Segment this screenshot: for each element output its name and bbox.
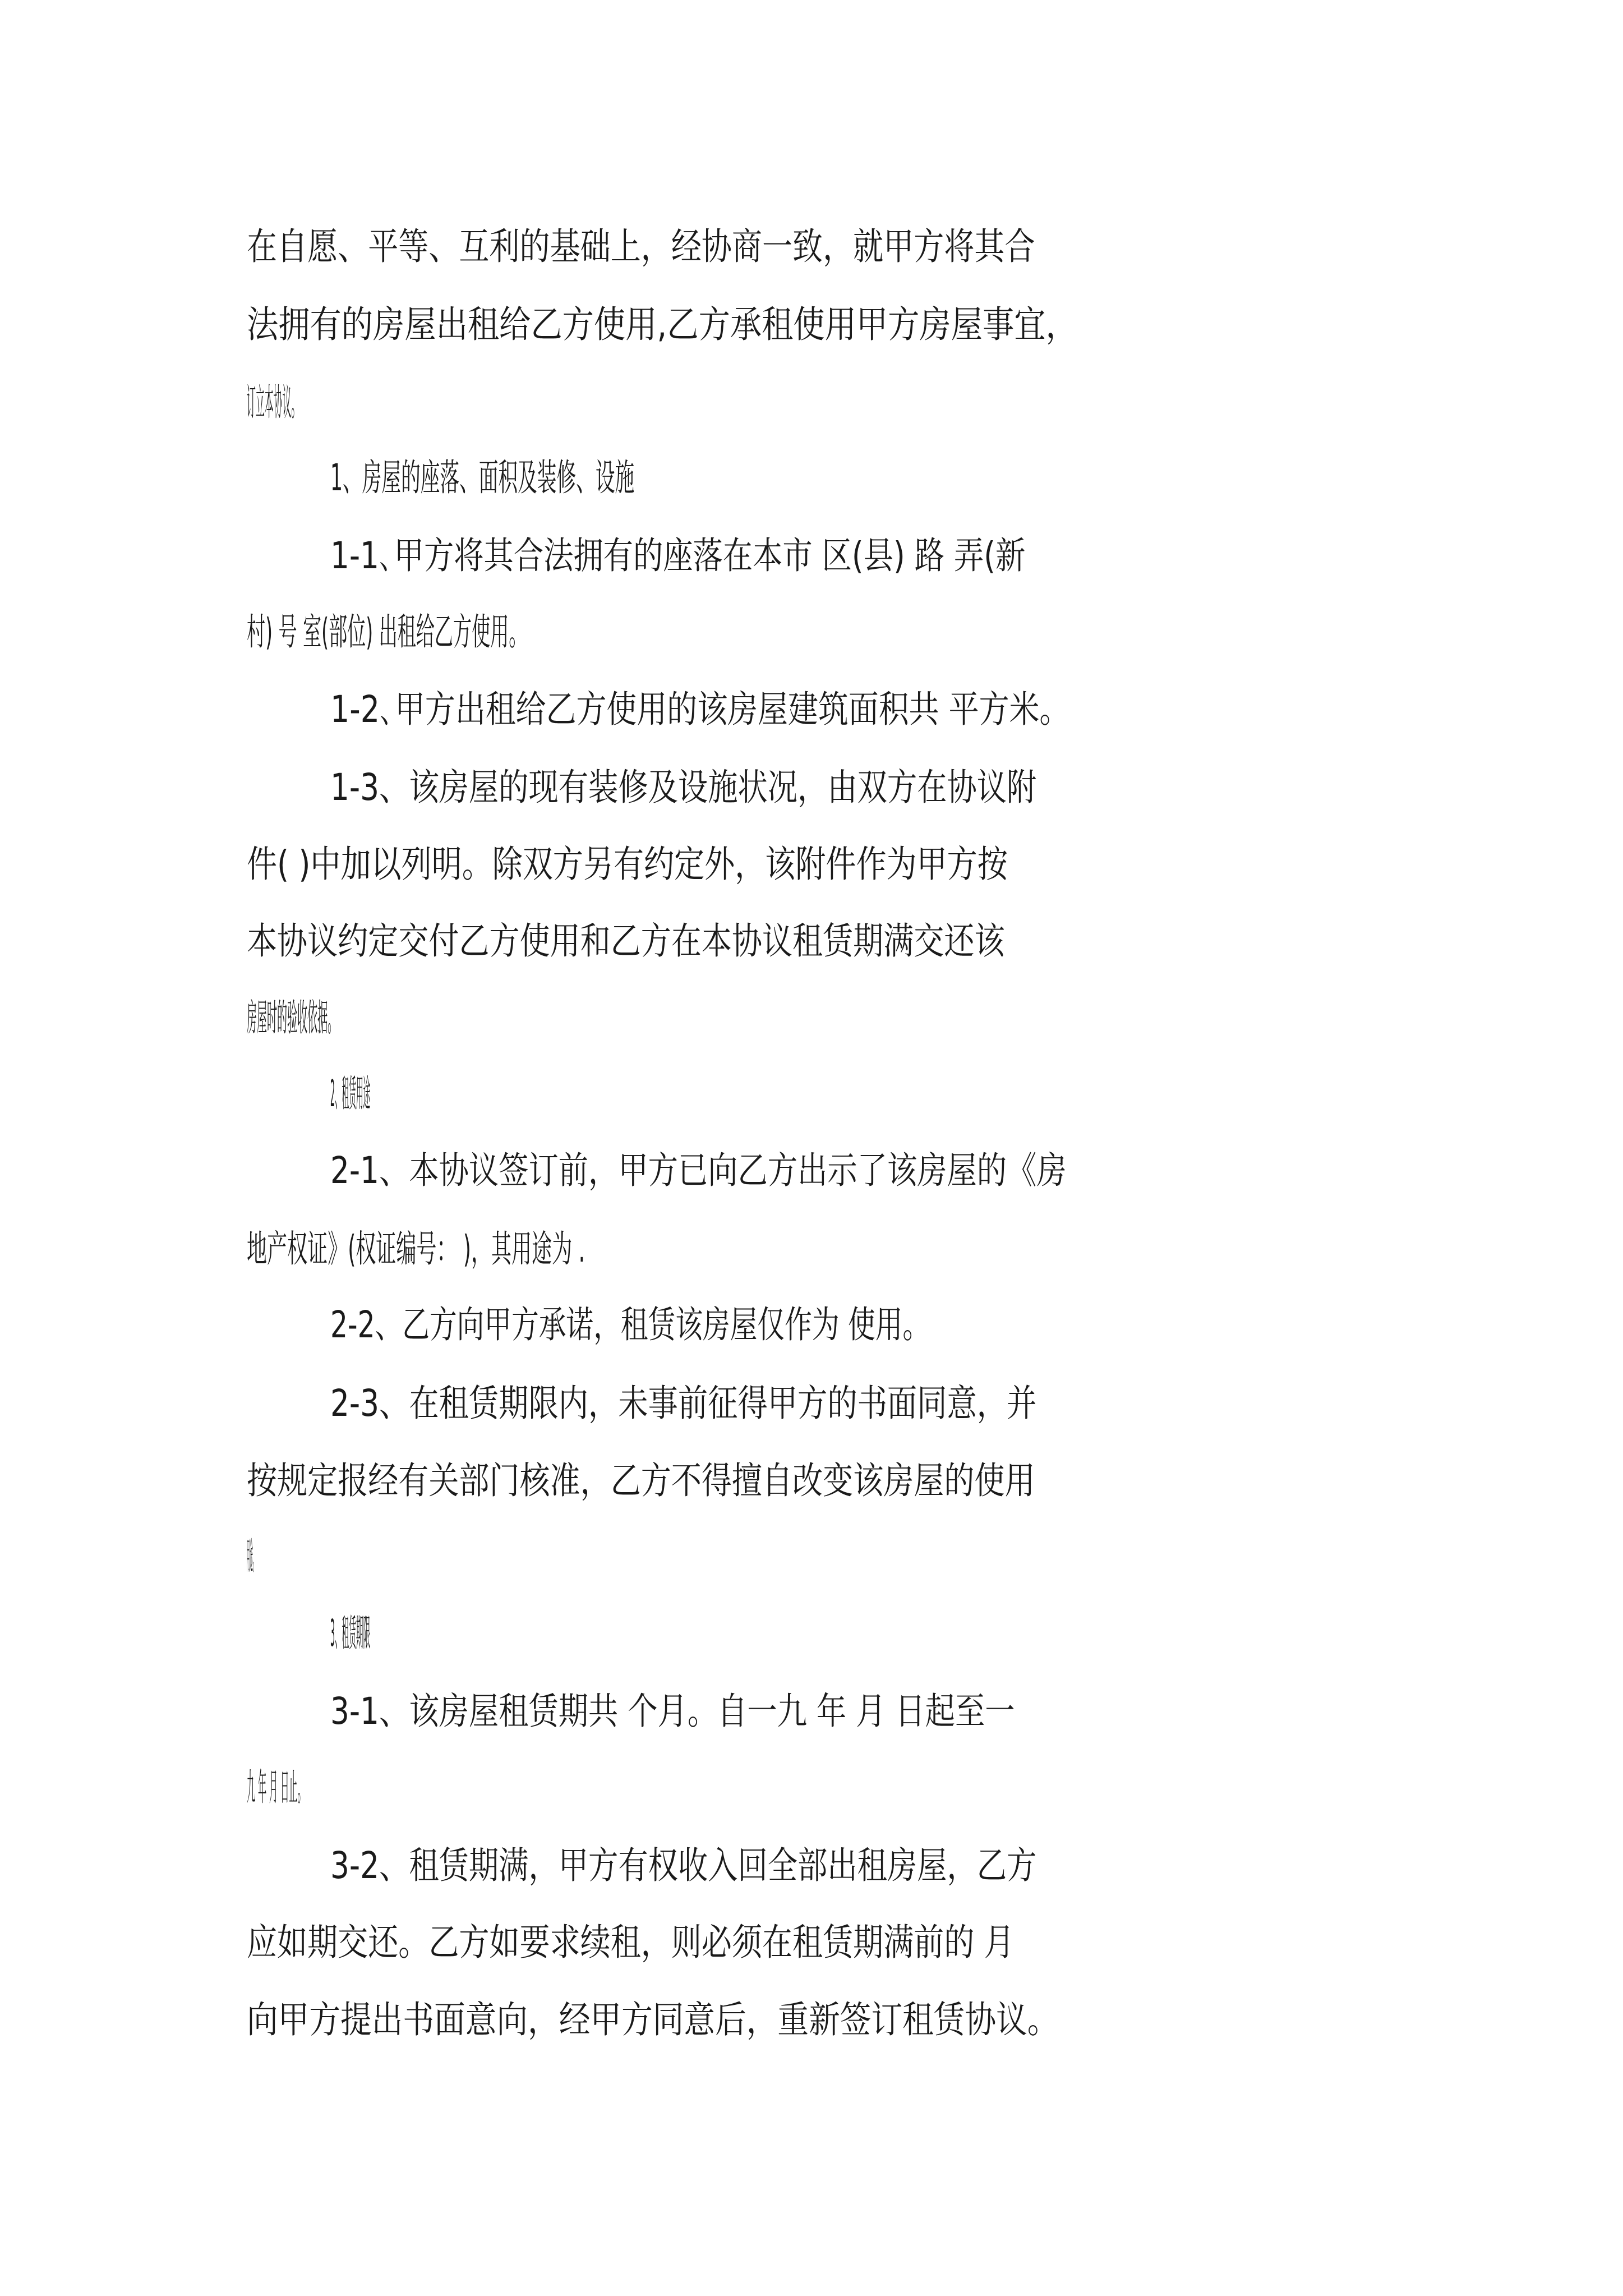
text-line: 3-2、租赁期满，甲方有权收入回全部出租房屋，乙方 bbox=[330, 1844, 1037, 1887]
text-line: 应如期交还。乙方如要求续租，则必须在租赁期满前的 月 bbox=[247, 1921, 1015, 1964]
text-line: 本协议约定交付乙方使用和乙方在本协议租赁期满交还该 bbox=[247, 919, 1005, 963]
section-heading: 1、房屋的座落、面积及装修、设施 bbox=[330, 456, 635, 499]
text-line: 用途。 bbox=[247, 1535, 256, 1578]
text-line: 1-1､甲方将其合法拥有的座落在本市 区(县) 路 弄(新 bbox=[330, 534, 1026, 577]
text-line: 房屋时的验收依据。 bbox=[247, 996, 338, 1039]
text-line: 2-2、乙方向甲方承诺，租赁该房屋仅作为 使用。 bbox=[330, 1303, 930, 1346]
text-line: 九 年 月 日止。 bbox=[247, 1766, 306, 1809]
text-line: 1-2､甲方出租给乙方使用的该房屋建筑面积共 平方米。 bbox=[330, 688, 1070, 731]
text-line: 法拥有的房屋出租给乙方使用,乙方承租使用甲方房屋事宜， bbox=[247, 303, 1077, 346]
section-heading: 2、租赁用途 bbox=[330, 1072, 371, 1115]
text-line: 2-1、本协议签订前，甲方已向乙方出示了该房屋的《房 bbox=[330, 1149, 1067, 1192]
text-line: 在自愿、平等、互利的基础上，经协商一致，就甲方将其合 bbox=[247, 225, 1035, 268]
text-line: 件( )中加以列明。除双方另有约定外，该附件作为甲方按 bbox=[247, 843, 1008, 886]
section-heading: 3、租赁期限 bbox=[330, 1612, 371, 1655]
text-line: 按规定报经有关部门核准，乙方不得擅自改变该房屋的使用 bbox=[247, 1459, 1035, 1502]
text-line: 1-3、该房屋的现有装修及设施状况，由双方在协议附 bbox=[330, 766, 1037, 809]
text-line: 向甲方提出书面意向，经甲方同意后，重新签订租赁协议。 bbox=[247, 1998, 1059, 2041]
text-line: 3-1、该房屋租赁期共 个月。自一九 年 月 日起至一 bbox=[330, 1690, 1015, 1733]
text-line: 地产权证》(权证编号： )，其用途为 . bbox=[247, 1227, 585, 1271]
text-line: 订立本协议。 bbox=[247, 381, 301, 424]
text-line: 村) 号 室(部位) 出租给乙方使用。 bbox=[247, 610, 528, 654]
text-line: 2-3、在租赁期限内，未事前征得甲方的书面同意，并 bbox=[330, 1382, 1037, 1425]
